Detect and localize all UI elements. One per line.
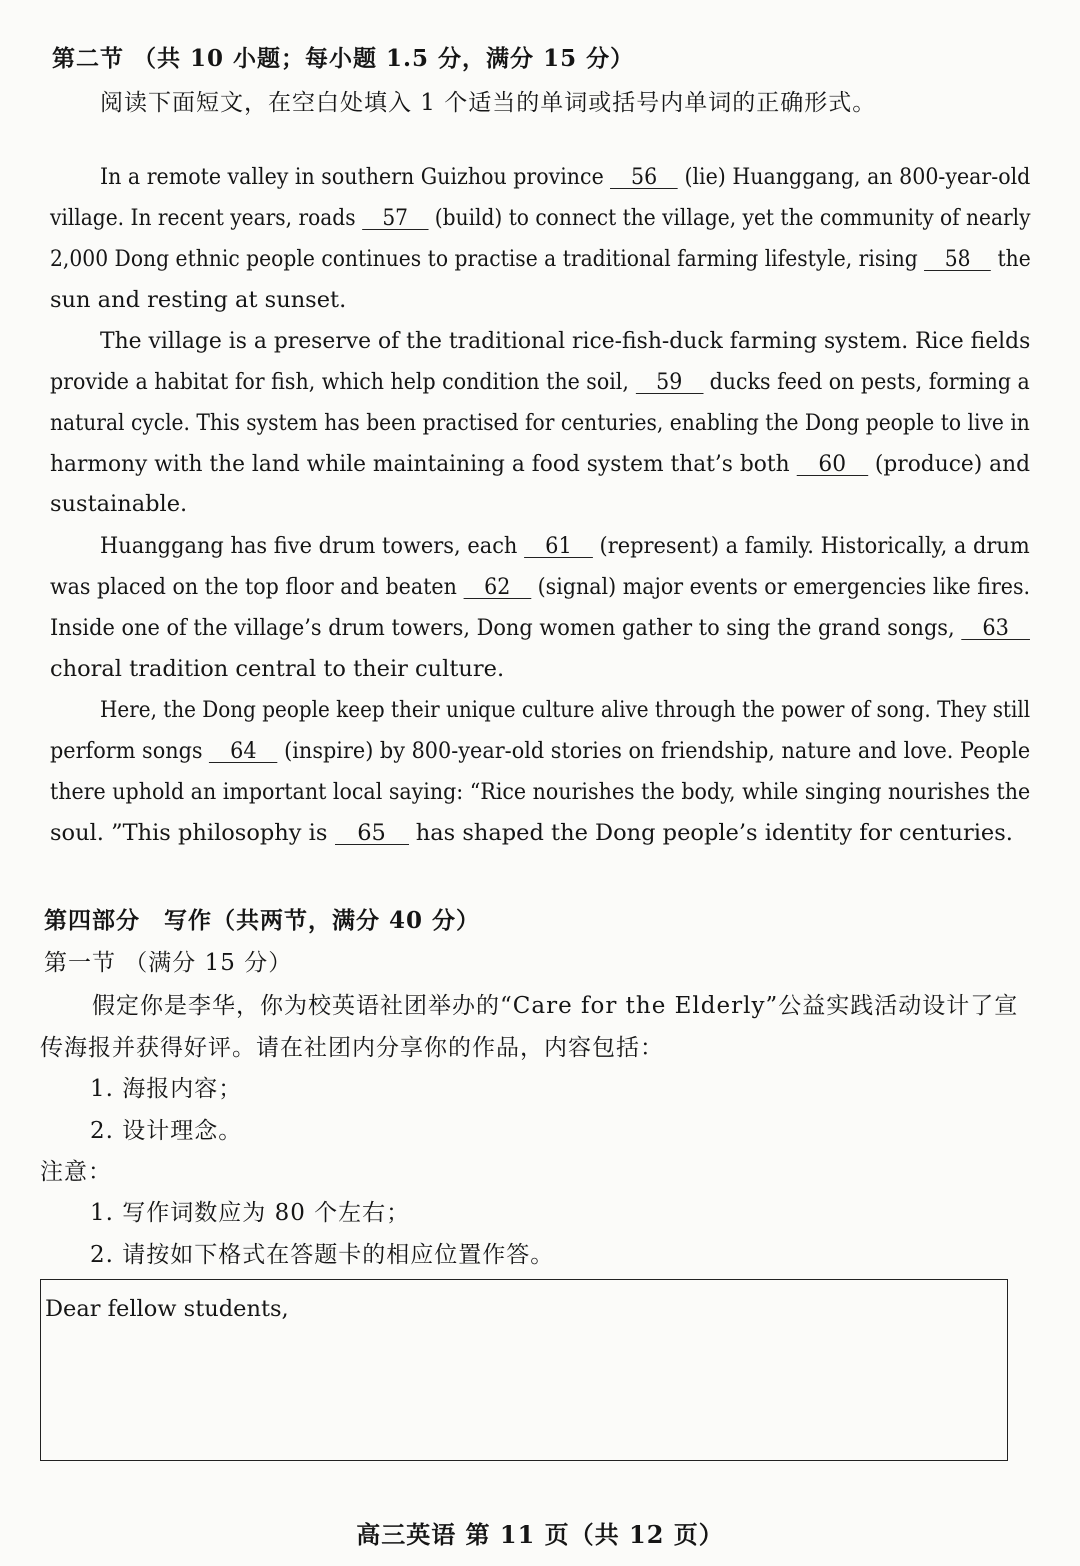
passage-text: (build) to connect the village, yet the community of nearly bbox=[434, 205, 1031, 231]
note-label: 注意： bbox=[40, 1159, 112, 1185]
passage-line bbox=[50, 246, 1031, 272]
blank-60[interactable]: 60 bbox=[797, 453, 868, 476]
passage-line bbox=[50, 820, 1013, 846]
subsection-heading: 第一节 （满分 15 分） bbox=[44, 950, 293, 976]
passage-line bbox=[100, 533, 1030, 559]
passage-text: perform songs bbox=[50, 738, 203, 764]
section-heading: 第二节 （共 10 小题；每小题 1.5 分，满分 15 分） bbox=[52, 45, 635, 72]
passage-line bbox=[50, 451, 1030, 477]
passage-line bbox=[50, 574, 1030, 600]
passage-text: village. In recent years, roads bbox=[50, 205, 356, 231]
passage-text: (inspire) by 800-year-old stories on friendship, nature and love. People bbox=[284, 738, 1031, 764]
blank-62[interactable]: 62 bbox=[463, 576, 531, 599]
task-item: 1. 海报内容； bbox=[90, 1076, 243, 1102]
passage-text: provide a habitat for fish, which help condition the soil, bbox=[50, 369, 629, 395]
passage-text: Inside one of the village’s drum towers, Dong women gather to sing the grand songs, bbox=[50, 615, 955, 641]
passage-text: soul. ”This philosophy is bbox=[50, 820, 328, 846]
page-footer: 高三英语 第 11 页（共 12 页） bbox=[356, 1520, 724, 1549]
passage-line bbox=[50, 369, 1030, 395]
passage-text: (signal) major events or emergencies like fires. bbox=[537, 574, 1031, 600]
section-instruction: 阅读下面短文，在空白处填入 1 个适当的单词或括号内单词的正确形式。 bbox=[100, 90, 877, 116]
passage-text: (lie) Huanggang, an 800-year-old bbox=[684, 164, 1031, 190]
passage-text: (represent) a family. Historically, a drum bbox=[599, 533, 1030, 559]
passage-text: 2,000 Dong ethnic people continues to practise a traditional farming lifestyle, rising bbox=[50, 246, 918, 272]
passage-line: choral tradition central to their culture. bbox=[50, 656, 505, 682]
passage-text: the bbox=[997, 246, 1031, 272]
passage-line: sun and resting at sunset. bbox=[50, 287, 347, 313]
blank-57[interactable]: 57 bbox=[362, 207, 428, 230]
task-item: 2. 设计理念。 bbox=[90, 1118, 243, 1144]
passage-line: sustainable. bbox=[50, 491, 188, 517]
passage-line bbox=[50, 615, 1030, 641]
note-item: 2. 请按如下格式在答题卡的相应位置作答。 bbox=[90, 1242, 555, 1268]
answer-greeting: Dear fellow students, bbox=[45, 1296, 289, 1322]
passage-text: was placed on the top floor and beaten bbox=[50, 574, 457, 600]
passage-text: Huanggang has five drum towers, each bbox=[100, 533, 518, 559]
part-heading: 第四部分 写作（共两节，满分 40 分） bbox=[44, 907, 481, 934]
task-text: 传海报并获得好评。请在社团内分享你的作品，内容包括： bbox=[40, 1035, 664, 1061]
passage-text: ducks feed on pests, forming a bbox=[709, 369, 1030, 395]
passage-line bbox=[100, 164, 1030, 190]
blank-64[interactable]: 64 bbox=[209, 740, 277, 763]
passage-text: has shaped the Dong people’s identity for centuries. bbox=[415, 820, 1013, 846]
task-text: 假定你是李华，你为校英语社团举办的“Care for the Elderly”公益实践活动设计了宣 bbox=[92, 993, 1019, 1019]
blank-63[interactable]: 63 bbox=[961, 617, 1030, 640]
passage-text: In a remote valley in southern Guizhou province bbox=[100, 164, 604, 190]
passage-line bbox=[50, 738, 1030, 764]
passage-line: The village is a preserve of the traditional rice-fish-duck farming system. Rice fields bbox=[100, 328, 1031, 354]
blank-58[interactable]: 58 bbox=[924, 248, 991, 271]
passage-line: natural cycle. This system has been practised for centuries, enabling the Dong people to live in bbox=[50, 410, 1030, 436]
passage-line bbox=[50, 205, 1031, 231]
passage-line: Here, the Dong people keep their unique culture alive through the power of song. They still bbox=[100, 697, 1031, 723]
passage-text: harmony with the land while maintaining a food system that’s both bbox=[50, 451, 790, 477]
blank-61[interactable]: 61 bbox=[524, 535, 593, 558]
answer-box[interactable] bbox=[40, 1279, 1008, 1461]
passage-text: (produce) and bbox=[874, 451, 1031, 477]
passage-line: there uphold an important local saying: “Rice nourishes the body, while singing nourishes the bbox=[50, 779, 1031, 805]
blank-65[interactable]: 65 bbox=[335, 822, 409, 845]
note-item: 1. 写作词数应为 80 个左右； bbox=[90, 1200, 411, 1226]
blank-59[interactable]: 59 bbox=[635, 371, 703, 394]
blank-56[interactable]: 56 bbox=[610, 166, 678, 189]
